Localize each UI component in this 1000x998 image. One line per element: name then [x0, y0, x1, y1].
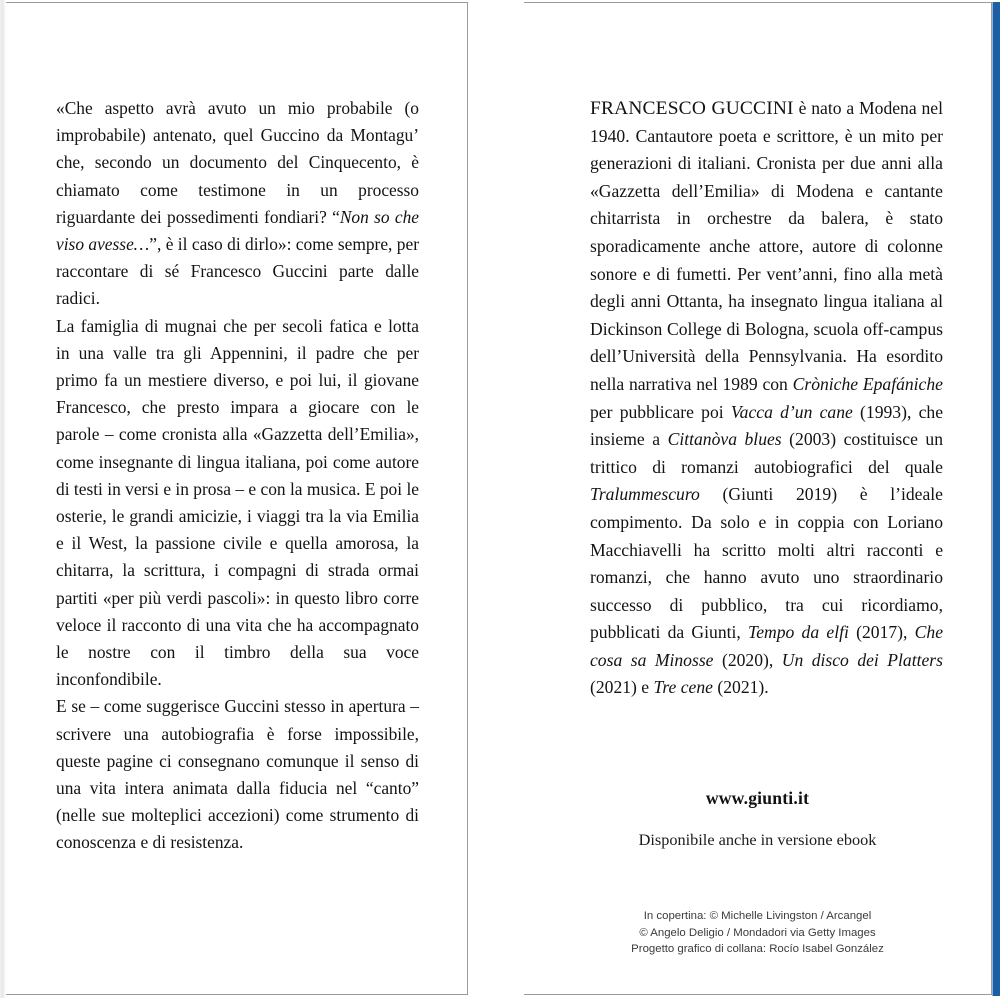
credit-line-series-design: Progetto grafico di collana: Rocío Isabel González [631, 943, 884, 956]
bio-segment-4: (2003) costituisce un trittico di romanzi autobiografici del quale [590, 429, 943, 477]
back-cover-page [6, 2, 468, 995]
bio-segment-9: (2021). [712, 677, 769, 698]
credit-line-cover-photo: In copertina: © Michelle Livingston / Arcangel [643, 910, 872, 923]
author-flap-content [524, 3, 991, 994]
author-name: FRANCESCO GUCCINI [590, 98, 794, 119]
bio-segment-7: (2020), [713, 649, 782, 670]
author-bio-paragraph [590, 95, 943, 702]
bio-segment-1: è nato a Modena nel 1940. Cantautore poeta e scrittore, è un mito per generazioni di italiani. Cronista per due anni alla «Gazzetta dell’Emilia» di Modena e cantante chitarrista in orchestre da balera, è stato sporadicamente anche attore, autore di colonne sonore e di fumetti. Per vent’anni, fino alla metà degli anni Ottanta, ha insegnato lingua italiana al Dickinson College di Bologna, scuola off-campus dell’Università della Pennsylvania. Ha esordito nella narrativa nel 1989 con [590, 98, 943, 394]
blurb-paragraph-1 [56, 95, 419, 313]
blurb-paragraph-2: La famiglia di mugnai che per secoli fatica e lotta in una valle tra gli Appennini, il padre che per primo fa un mestiere diverso, e poi lui, il giovane Francesco, che presto impara a giocare con le parole – come cronista alla «Gazzetta dell’Emilia», come insegnante di lingua italiana, poi come autore di testi in versi e in prosa – e con la musica. E poi le osterie, le grandi amicizie, i viaggi tra la via Emilia e il West, la passione civile e quella amorosa, la chitarra, la scrittura, i compagni di strada ormai partiti «per più verdi pascoli»: in questo libro corre veloce il racconto di una vita che ha accompagnato le nostre con il timbro della sua voce inconfondibile. [56, 315, 419, 690]
blurb-paragraph-3: E se – come suggerisce Guccini stesso in apertura – scrivere una autobiografia è forse impossibile, queste pagine ci consegnano comunque il senso di una vita intera animata dalla fiducia nel “canto” (nelle sue molteplici accezioni) come strumento di conoscenza e di resistenza. [56, 696, 419, 853]
bio-segment-5: (Giunti 2019) è l’ideale compimento. Da solo e in coppia con Loriano Macchiavelli ha scritto molti altri racconti e romanzi, che hanno avuto uno straordinario successo di pubblico, tra cui ricordiamo, pubblicati da Giunti, [590, 484, 943, 643]
credit-line-photo-agency: © Angelo Deligio / Mondadori via Getty Images [639, 926, 876, 939]
publisher-website-link[interactable]: www.giunti.it [705, 788, 810, 809]
book-title-cittanova-blues: Cittanòva blues [667, 429, 782, 450]
book-title-tempo-da-elfi: Tempo da elfi [748, 622, 849, 643]
author-biography [590, 95, 943, 702]
ebook-availability-note: Disponibile anche in versione ebook [638, 830, 877, 850]
book-title-croniche-epafaniche: Cròniche Epafániche [792, 373, 943, 394]
bio-segment-8: (2021) e [590, 677, 654, 698]
spine-color-band [992, 2, 1000, 996]
publisher-footer [524, 788, 991, 994]
bio-segment-2: per pubblicare poi [590, 401, 731, 422]
back-cover-content [6, 3, 467, 994]
blurb-italic-quote: Non so che viso avesse… [56, 206, 419, 255]
book-title-tralummescuro: Tralummescuro [590, 484, 700, 505]
book-title-tre-cene: Tre cene [653, 677, 713, 698]
blurb-quote-closing: ”, è il caso di dirlo»: come sempre, per raccontare di sé Francesco Guccini parte dalle radici. [56, 234, 419, 309]
bio-segment-6: (2017), [848, 622, 915, 643]
book-title-che-cosa-sa-minosse: Che cosa sa Minosse [590, 622, 943, 670]
book-title-vacca-dun-cane: Vacca d’un cane [730, 401, 853, 422]
bio-segment-3: (1993), che insieme a [590, 401, 943, 450]
book-title-un-disco-dei-platters: Un disco dei Platters [781, 649, 943, 670]
book-blurb [56, 95, 419, 857]
author-flap-page [524, 2, 992, 995]
blurb-quote-opening: «Che aspetto avrà avuto un mio probabile (o improbabile) antenato, quel Guccino da Montagu’ che, secondo un documento del Cinquecento, è chiamato come testimone in un processo riguardante dei possedimenti fondiari? “ [56, 98, 419, 227]
cover-credits [524, 908, 991, 994]
